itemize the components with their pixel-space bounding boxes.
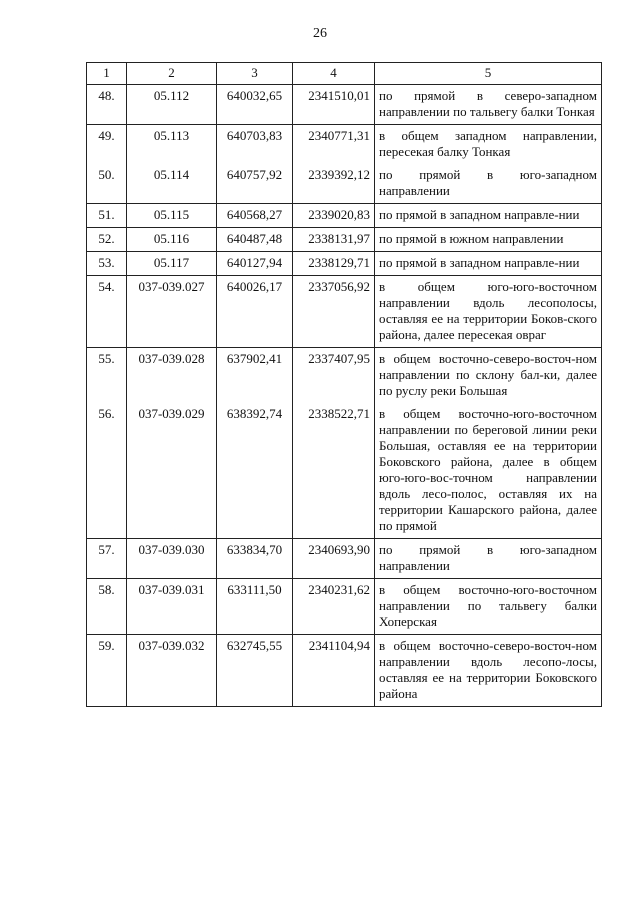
header-col-1: 1	[87, 63, 127, 85]
boundary-description: по прямой в юго-западном направлении	[375, 539, 602, 579]
table-row	[87, 85, 602, 125]
table-row	[87, 228, 602, 252]
coord-x: 632745,55	[217, 635, 293, 707]
header-col-2: 2	[127, 63, 217, 85]
boundary-description: в общем восточно-юго-восточном направлении по тальвегу балки Хоперская	[375, 579, 602, 635]
point-code: 037-039.032	[127, 635, 217, 707]
row-number: 55.	[87, 348, 127, 404]
point-code: 037-039.027	[127, 276, 217, 348]
point-code: 037-039.028	[127, 348, 217, 404]
coord-y: 2340771,31	[293, 125, 375, 165]
coord-y: 2338522,71	[293, 403, 375, 539]
table-row	[87, 348, 602, 404]
point-code: 05.113	[127, 125, 217, 165]
boundary-description: в общем восточно-северо-восточ-ном направлении по склону бал-ки, далее по руслу реки Большая	[375, 348, 602, 404]
table-row	[87, 539, 602, 579]
coord-y: 2341510,01	[293, 85, 375, 125]
row-number: 54.	[87, 276, 127, 348]
coord-x: 638392,74	[217, 403, 293, 539]
boundary-description: по прямой в западном направле-нии	[375, 204, 602, 228]
coord-y: 2339392,12	[293, 164, 375, 204]
point-code: 05.114	[127, 164, 217, 204]
table-row	[87, 204, 602, 228]
coord-x: 637902,41	[217, 348, 293, 404]
boundary-points-table	[86, 62, 602, 707]
coord-x: 640026,17	[217, 276, 293, 348]
table-header	[87, 63, 602, 85]
header-col-4: 4	[293, 63, 375, 85]
table-body	[87, 85, 602, 707]
row-number: 48.	[87, 85, 127, 125]
row-number: 52.	[87, 228, 127, 252]
coord-y: 2340231,62	[293, 579, 375, 635]
boundary-description: в общем восточно-юго-восточном направлении по береговой линии реки Большая, оставляя ее на территории Боковского района, далее в общем юго-юго-вос-точном направлении вдоль лесо-полос, оставляя их на территории Кашарского района, далее по прямой	[375, 403, 602, 539]
row-number: 59.	[87, 635, 127, 707]
row-number: 51.	[87, 204, 127, 228]
coord-y: 2337056,92	[293, 276, 375, 348]
boundary-description: по прямой в северо-западном направлении по тальвегу балки Тонкая	[375, 85, 602, 125]
boundary-description: по прямой в юго-западном направлении	[375, 164, 602, 204]
table-row	[87, 635, 602, 707]
header-row	[87, 63, 602, 85]
boundary-description: по прямой в южном направлении	[375, 228, 602, 252]
coord-x: 640487,48	[217, 228, 293, 252]
coord-x: 640032,65	[217, 85, 293, 125]
header-col-3: 3	[217, 63, 293, 85]
point-code: 05.112	[127, 85, 217, 125]
point-code: 05.117	[127, 252, 217, 276]
row-number: 50.	[87, 164, 127, 204]
row-number: 57.	[87, 539, 127, 579]
point-code: 037-039.030	[127, 539, 217, 579]
coord-y: 2338131,97	[293, 228, 375, 252]
coord-y: 2338129,71	[293, 252, 375, 276]
table-row	[87, 579, 602, 635]
page-number: 26	[313, 26, 327, 41]
point-code: 037-039.029	[127, 403, 217, 539]
boundary-description: в общем западном направлении, пересекая балку Тонкая	[375, 125, 602, 165]
boundary-description: в общем восточно-северо-восточ-ном направлении вдоль лесопо-лосы, оставляя ее на территории Боковского района	[375, 635, 602, 707]
boundary-description: в общем юго-юго-восточном направлении вдоль лесополосы, оставляя ее на территории Боков-ского района, далее пересекая овраг	[375, 276, 602, 348]
coord-x: 640703,83	[217, 125, 293, 165]
point-code: 05.116	[127, 228, 217, 252]
coord-y: 2339020,83	[293, 204, 375, 228]
table-row	[87, 125, 602, 165]
coord-x: 633111,50	[217, 579, 293, 635]
coord-x: 640757,92	[217, 164, 293, 204]
table-row	[87, 164, 602, 204]
boundary-description: по прямой в западном направле-нии	[375, 252, 602, 276]
table-row	[87, 276, 602, 348]
row-number: 53.	[87, 252, 127, 276]
coord-x: 640127,94	[217, 252, 293, 276]
coord-y: 2340693,90	[293, 539, 375, 579]
table-row	[87, 252, 602, 276]
coord-x: 640568,27	[217, 204, 293, 228]
table-row	[87, 403, 602, 539]
header-col-5: 5	[375, 63, 602, 85]
row-number: 56.	[87, 403, 127, 539]
coord-y: 2337407,95	[293, 348, 375, 404]
coord-y: 2341104,94	[293, 635, 375, 707]
point-code: 037-039.031	[127, 579, 217, 635]
coord-x: 633834,70	[217, 539, 293, 579]
point-code: 05.115	[127, 204, 217, 228]
row-number: 58.	[87, 579, 127, 635]
row-number: 49.	[87, 125, 127, 165]
